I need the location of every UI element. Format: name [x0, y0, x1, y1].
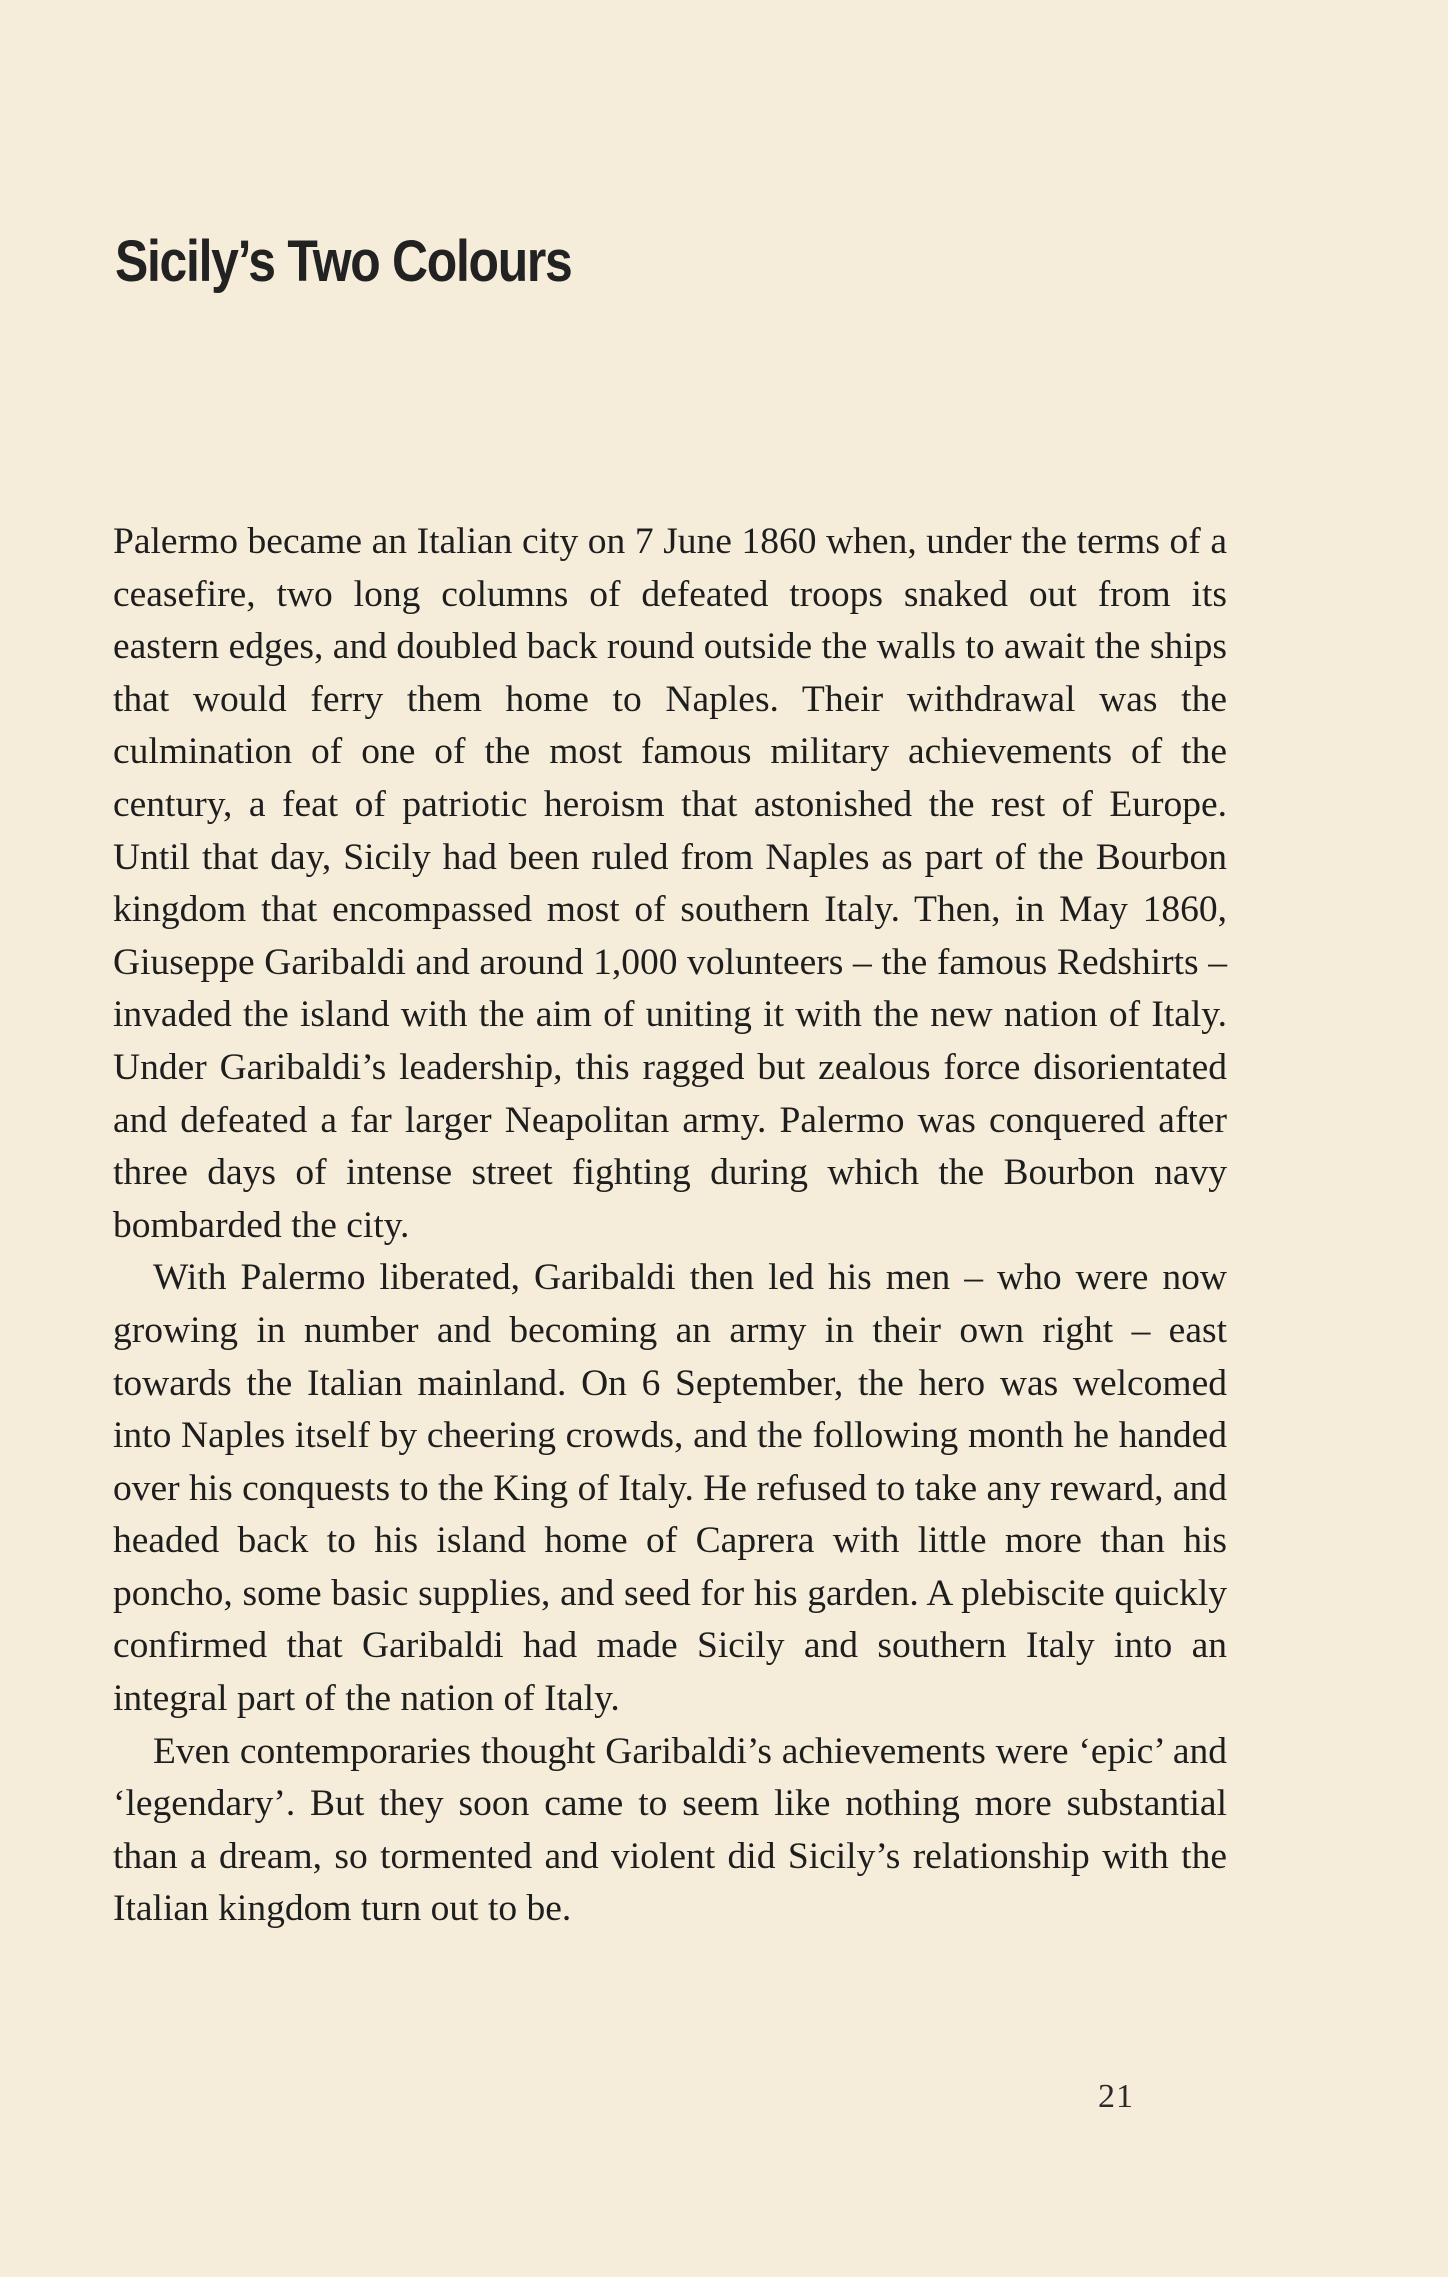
chapter-title: Sicily’s Two Colours: [115, 229, 572, 294]
paragraph-2: With Palermo liberated, Garibaldi then led his men – who were now growing in number and becoming an army in their own right – east towards the Italian mainland. On 6 September, the hero was welcomed into Naples itself by cheering crowds, and the following month he handed over his conquests to the King of Italy. He refused to take any reward, and headed back to his island home of Caprera with little more than his poncho, some basic supplies, and seed for his garden. A plebiscite quickly confirmed that Garibaldi had made Sicily and southern Italy into an integral part of the nation of Italy.: [113, 1257, 1227, 1720]
page-number: 21: [1098, 2078, 1134, 2115]
body-text: [113, 516, 1227, 1936]
paragraph-3: Even contemporaries thought Garibaldi’s achievements were ‘epic’ and ‘legendary’. But they soon came to seem like nothing more substantial than a dream, so tormented and violent did Sicily’s relationship with the Italian kingdom turn out to be.: [113, 1730, 1227, 1930]
paragraph-1: Palermo became an Italian city on 7 June 1860 when, under the terms of a ceasefire, two long columns of defeated troops snaked out from its eastern edges, and doubled back round outside the walls to await the ships that would ferry them home to Naples. Their withdrawal was the culmination of one of the most famous military achievements of the century, a feat of patriotic heroism that astonished the rest of Europe. Until that day, Sicily had been ruled from Naples as part of the Bourbon kingdom that encompassed most of southern Italy. Then, in May 1860, Giuseppe Garibaldi and around 1,000 volunteers – the famous Redshirts – invaded the island with the aim of uniting it with the new nation of Italy. Under Garibaldi’s leadership, this ragged but zealous force disorientated and defeated a far larger Neapolitan army. Palermo was conquered after three days of intense street fighting during which the Bourbon navy bombarded the city.: [113, 521, 1227, 1246]
